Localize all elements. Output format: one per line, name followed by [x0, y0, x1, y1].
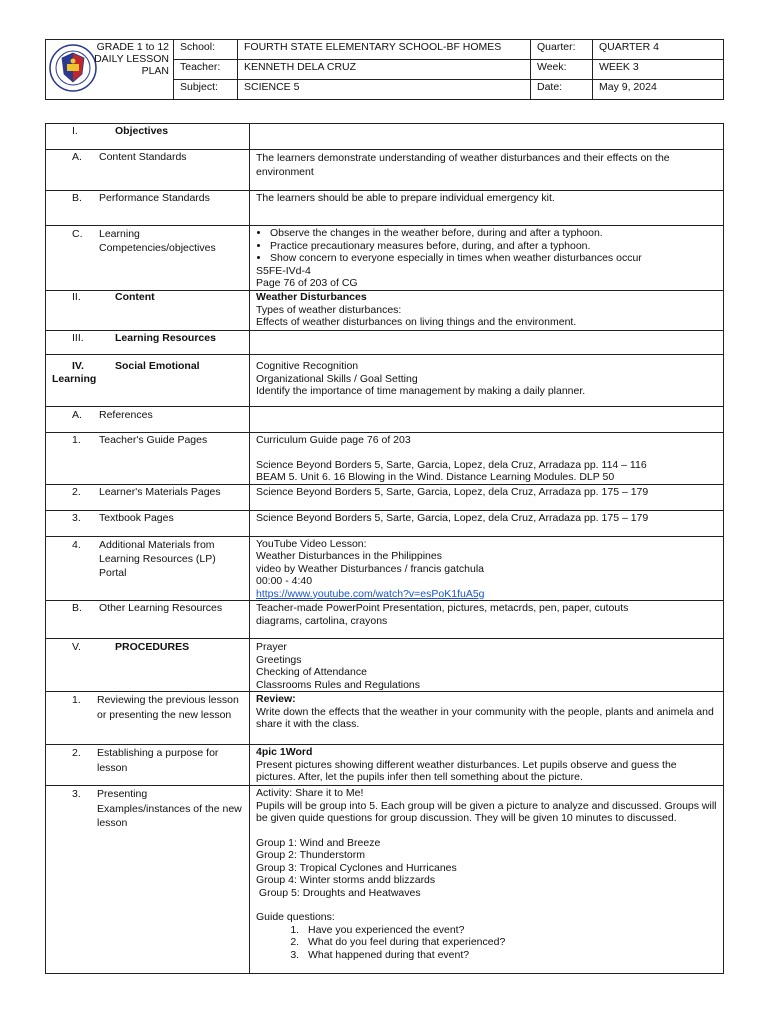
guide-questions	[256, 924, 717, 962]
school-value: FOURTH STATE ELEMENTARY SCHOOL-BF HOMES	[238, 40, 531, 60]
other-resources-row: B. Other Learning Resources Teacher-made PowerPoint Presentation, pictures, metacrds, pen, paper, cutouts diagrams, cartolina, crayons	[46, 601, 724, 639]
list-item: Group 5: Droughts and Heatwaves	[256, 886, 421, 899]
deped-seal-icon	[49, 44, 97, 92]
list-item: Group 3: Tropical Cyclones and Hurricanes	[256, 861, 457, 874]
content-standards-label: Content Standards	[99, 151, 187, 163]
performance-standards-row: B. Performance Standards The learners should be able to prepare individual emergency kit.	[46, 191, 724, 226]
procedures-label: PROCEDURES	[115, 641, 190, 653]
list-item: • Observe the changes in the weather before, during and after a typhoon.	[270, 227, 717, 240]
reviewing-row: 1. Reviewing the previous lesson or presenting the new lesson Review: Write down the effects that the weather in your community with the people, plants and animela and share it with the class.	[46, 692, 724, 745]
additional-materials-row: 4. Additional Materials from Learning Resources (LP) Portal YouTube Video Lesson: Weather Disturbances in the Philippines video by Weather Disturbances / francis gatchula 00:00 - 4:40 https://www.youtube.com/watch?v=esPoK1fuA5g	[46, 536, 724, 601]
presenting-label: Presenting Examples/instances of the new lesson	[97, 788, 242, 829]
objectives-label: Objectives	[115, 125, 169, 137]
list-item: 1. Have you experienced the event?	[302, 924, 717, 937]
additional-materials-label: Additional Materials from Learning Resources (LP) Portal	[99, 538, 216, 579]
content-row: II. Content Weather Disturbances Types of weather disturbances: Effects of weather disturbances on living things and the environment.	[46, 291, 724, 331]
review-title: Review:	[256, 693, 296, 705]
content-standards-text: The learners demonstrate understanding of weather disturbances and their effects on the environment	[250, 150, 724, 191]
teachers-guide-label: Teacher's Guide Pages	[99, 434, 208, 446]
teachers-guide-row: 1. Teacher's Guide Pages Curriculum Guide page 76 of 203 Science Beyond Borders 5, Sarte, Garcia, Lopez, dela Cruz, Arradaza pp. 114 – 116 BEAM 5. Unit 6. 16 Blowing in the Wind. Distance Learning Modules. DLP 50	[46, 433, 724, 485]
list-item: • Practice precautionary measures before, during, and after a typhoon.	[270, 240, 717, 253]
presenting-row: 3. Presenting Examples/instances of the new lesson Activity: Share it to Me! Pupils will be group into 5. Each group will be given a picture to analyze and discussed. Groups will be given quide questions for group discussion. They will be given 10 minutes to discussed. Group 1: Wind and Breeze Group 2: Thunderstorm Group 3: Tropical Cyclones and Hurricanes Group 4: Winter storms andd blizzards Group 5: Droughts and Heatwaves Guide questions: 1. Have you experienced the event? 2. What do you feel during that experienced? 3. What happened during that event?	[46, 786, 724, 974]
objectives-row: I. Objectives	[46, 124, 724, 150]
sel-label: Social Emotional Learning	[52, 360, 200, 385]
grade-plan-label: GRADE 1 to 12 DAILY LESSON PLAN	[94, 41, 169, 77]
youtube-link[interactable]: https://www.youtube.com/watch?v=esPoK1fuA5g	[256, 587, 485, 600]
teacher-label: Teacher:	[174, 60, 238, 80]
quarter-label: Quarter:	[531, 40, 593, 60]
teacher-value: KENNETH DELA CRUZ	[238, 60, 531, 80]
learners-materials-row: 2. Learner's Materials Pages Science Beyond Borders 5, Sarte, Garcia, Lopez, dela Cruz, Arradaza pp. 175 – 179	[46, 484, 724, 510]
header-table	[45, 39, 724, 100]
activity-title: Activity: Share it to Me!	[256, 787, 364, 799]
school-label: School:	[174, 40, 238, 60]
quarter-value: QUARTER 4	[593, 40, 724, 60]
lesson-plan-table	[45, 123, 724, 974]
purpose-label: Establishing a purpose for lesson	[97, 747, 219, 774]
list-item: Group 1: Wind and Breeze	[256, 836, 381, 849]
reviewing-label: Reviewing the previous lesson or presenting the new lesson	[97, 694, 239, 721]
performance-standards-text: The learners should be able to prepare individual emergency kit.	[250, 191, 724, 226]
competency-code: S5FE-IVd-4	[256, 264, 311, 277]
competencies-list	[256, 227, 717, 265]
list-item: • Show concern to everyone especially in times when weather disturbances occur	[270, 252, 717, 265]
list-item: 3. What happened during that event?	[302, 949, 717, 962]
references-row: A. References	[46, 407, 724, 433]
logo-grade-cell	[46, 40, 174, 100]
date-value: May 9, 2024	[593, 80, 724, 100]
list-item: Group 2: Thunderstorm	[256, 849, 365, 861]
competencies-row: C. Learning Competencies/objectives • Observe the changes in the weather before, during and after a typhoon. • Practice precautionary measures before, during, and after a typhoon. • Show concern to everyone especially in times when weather disturbances occur S5FE-IVd-4 Page 76 of 203 of CG	[46, 226, 724, 291]
purpose-title: 4pic 1Word	[256, 746, 313, 758]
purpose-row: 2. Establishing a purpose for lesson 4pic 1Word Present pictures showing different weather disturbances. Let pupils observe and guess the pictures. After, let the pupils infer then tell something about the picture.	[46, 745, 724, 786]
content-standards-row: A. Content Standards The learners demonstrate understanding of weather disturbances and their effects on the environment	[46, 150, 724, 191]
performance-standards-label: Performance Standards	[99, 192, 210, 204]
list-item: Group 4: Winter storms andd blizzards	[256, 874, 436, 886]
learners-materials-label: Learner's Materials Pages	[99, 485, 221, 498]
week-label: Week:	[531, 60, 593, 80]
learners-materials-text: Science Beyond Borders 5, Sarte, Garcia, Lopez, dela Cruz, Arradaza pp. 175 – 179	[250, 484, 724, 510]
content-label: Content	[115, 291, 155, 303]
textbook-label: Textbook Pages	[99, 511, 174, 524]
guide-title: Guide questions:	[256, 911, 335, 923]
references-label: References	[99, 409, 153, 421]
content-title: Weather Disturbances	[256, 291, 367, 303]
procedures-row: V. PROCEDURES Prayer Greetings Checking of Attendance Classrooms Rules and Regulations	[46, 639, 724, 692]
date-label: Date:	[531, 80, 593, 100]
sel-row: IV. Social Emotional Learning Cognitive Recognition Organizational Skills / Goal Setting Identify the importance of time management by making a daily planner.	[46, 355, 724, 407]
other-resources-label: Other Learning Resources	[99, 602, 223, 614]
textbook-text: Science Beyond Borders 5, Sarte, Garcia, Lopez, dela Cruz, Arradaza pp. 175 – 179	[250, 510, 724, 536]
textbook-row: 3. Textbook Pages Science Beyond Borders 5, Sarte, Garcia, Lopez, dela Cruz, Arradaza pp. 175 – 179	[46, 510, 724, 536]
list-item: 2. What do you feel during that experienced?	[302, 936, 717, 949]
week-value: WEEK 3	[593, 60, 724, 80]
learning-resources-label: Learning Resources	[115, 332, 216, 344]
subject-value: SCIENCE 5	[238, 80, 531, 100]
competency-page: Page 76 of 203 of CG	[256, 277, 358, 289]
learning-resources-row: III. Learning Resources	[46, 331, 724, 355]
subject-label: Subject:	[174, 80, 238, 100]
competencies-label: Learning Competencies/objectives	[99, 228, 216, 254]
